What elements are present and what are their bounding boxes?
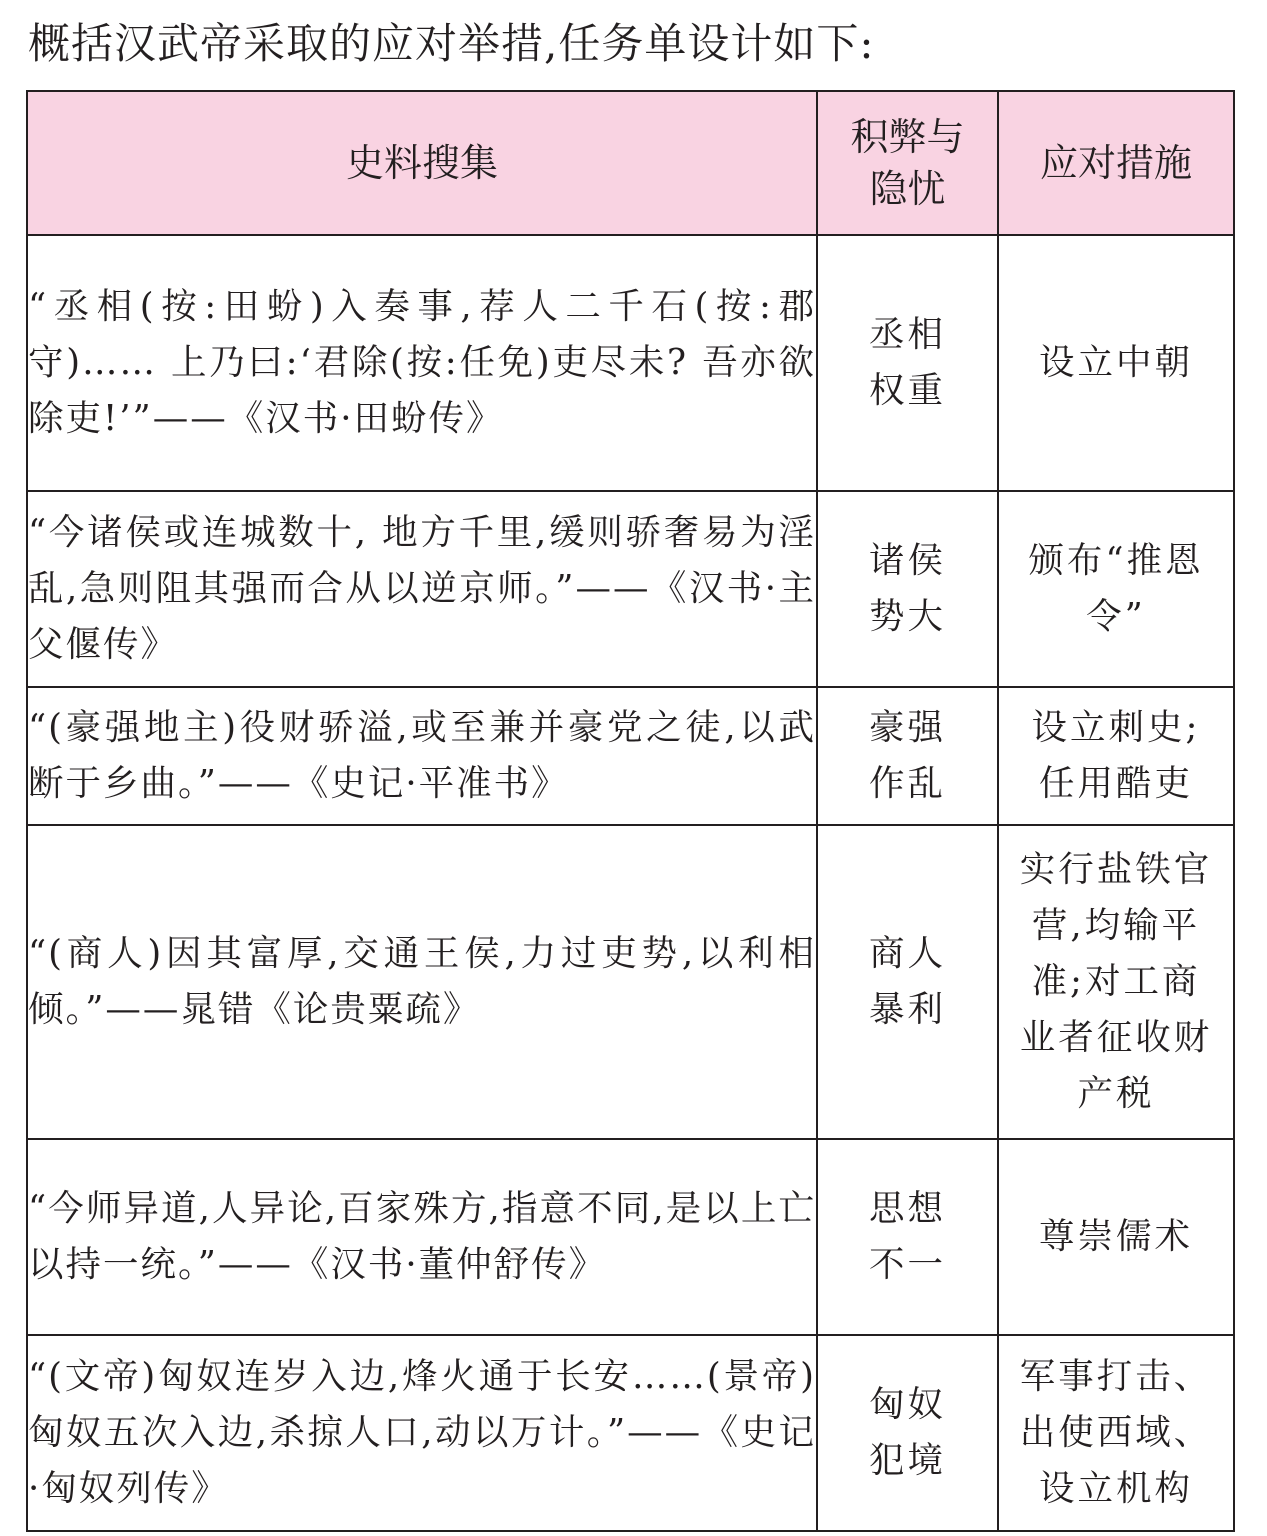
- problem-cell: [817, 491, 998, 687]
- source-text: “今师异道,人异论,百家殊方,指意不同,是以上亡以持一统。”——《汉书·董仲舒传》: [28, 1188, 816, 1285]
- table-row: [27, 491, 1234, 687]
- header-source: [27, 91, 817, 235]
- header-measure: [998, 91, 1234, 235]
- source-cell: [27, 235, 817, 491]
- intro-text: 概括汉武帝采取的应对举措,任务单设计如下:: [28, 19, 875, 68]
- source-text: “今诸侯或连城数十, 地方千里,缓则骄奢易为淫乱,急则阻其强而合从以逆京师。”——《汉书·主父偃传》: [28, 512, 816, 665]
- problem-text: 思想不一: [868, 1188, 946, 1285]
- measure-text: 设立刺史;任用酷吏: [1031, 707, 1201, 804]
- problem-cell: [817, 825, 998, 1139]
- header-problem-label: 积弊与隐忧: [850, 115, 965, 211]
- table-header: [27, 91, 1234, 235]
- problem-cell: [817, 1139, 998, 1335]
- task-table: [26, 90, 1235, 1532]
- table-row: [27, 687, 1234, 825]
- problem-text: 商人暴利: [868, 933, 946, 1030]
- table-row: [27, 1139, 1234, 1335]
- problem-cell: [817, 687, 998, 825]
- measure-text: 尊崇儒术: [1038, 1216, 1193, 1257]
- table-row: [27, 825, 1234, 1139]
- measure-cell: [998, 1139, 1234, 1335]
- measure-text: 军事打击、出使西域、设立机构: [1019, 1356, 1213, 1509]
- source-text: “(豪强地主)役财骄溢,或至兼并豪党之徒,以武断于乡曲。”——《史记·平准书》: [28, 707, 816, 804]
- measure-cell: [998, 235, 1234, 491]
- source-text: “(商人)因其富厚,交通王侯,力过吏势,以利相倾。”——晁错《论贵粟疏》: [28, 933, 816, 1030]
- source-text: “丞相(按:田蚡)入奏事,荐人二千石(按:郡守)…… 上乃曰:‘君除(按:任免)吏尽未? 吾亦欲除吏!’”——《汉书·田蚡传》: [28, 286, 816, 439]
- measure-cell: [998, 687, 1234, 825]
- problem-text: 诸侯势大: [868, 540, 946, 637]
- measure-text: 设立中朝: [1038, 342, 1193, 383]
- measure-cell: [998, 825, 1234, 1139]
- source-text: “(文帝)匈奴连岁入边,烽火通于长安……(景帝) 匈奴五次入边,杀掠人口,动以万计。”——《史记·匈奴列传》: [28, 1356, 816, 1509]
- problem-text: 匈奴犯境: [868, 1384, 946, 1481]
- source-cell: [27, 1335, 817, 1531]
- header-measure-label: 应对措施: [1039, 141, 1192, 185]
- header-source-label: 史料搜集: [345, 141, 498, 185]
- source-cell: [27, 825, 817, 1139]
- problem-text: 丞相权重: [868, 314, 946, 411]
- problem-cell: [817, 235, 998, 491]
- source-cell: [27, 491, 817, 687]
- measure-text: 实行盐铁官营,均输平准;对工商业者征收财产税: [1019, 849, 1213, 1114]
- measure-text: 颁布“推恩令”: [1028, 540, 1204, 637]
- table-row: [27, 1335, 1234, 1531]
- problem-text: 豪强作乱: [868, 707, 946, 804]
- measure-cell: [998, 491, 1234, 687]
- source-cell: [27, 1139, 817, 1335]
- source-cell: [27, 687, 817, 825]
- header-problem: [817, 91, 998, 235]
- measure-cell: [998, 1335, 1234, 1531]
- problem-cell: [817, 1335, 998, 1531]
- table-row: [27, 235, 1234, 491]
- header-row: [27, 91, 1234, 235]
- table-body: [27, 235, 1234, 1531]
